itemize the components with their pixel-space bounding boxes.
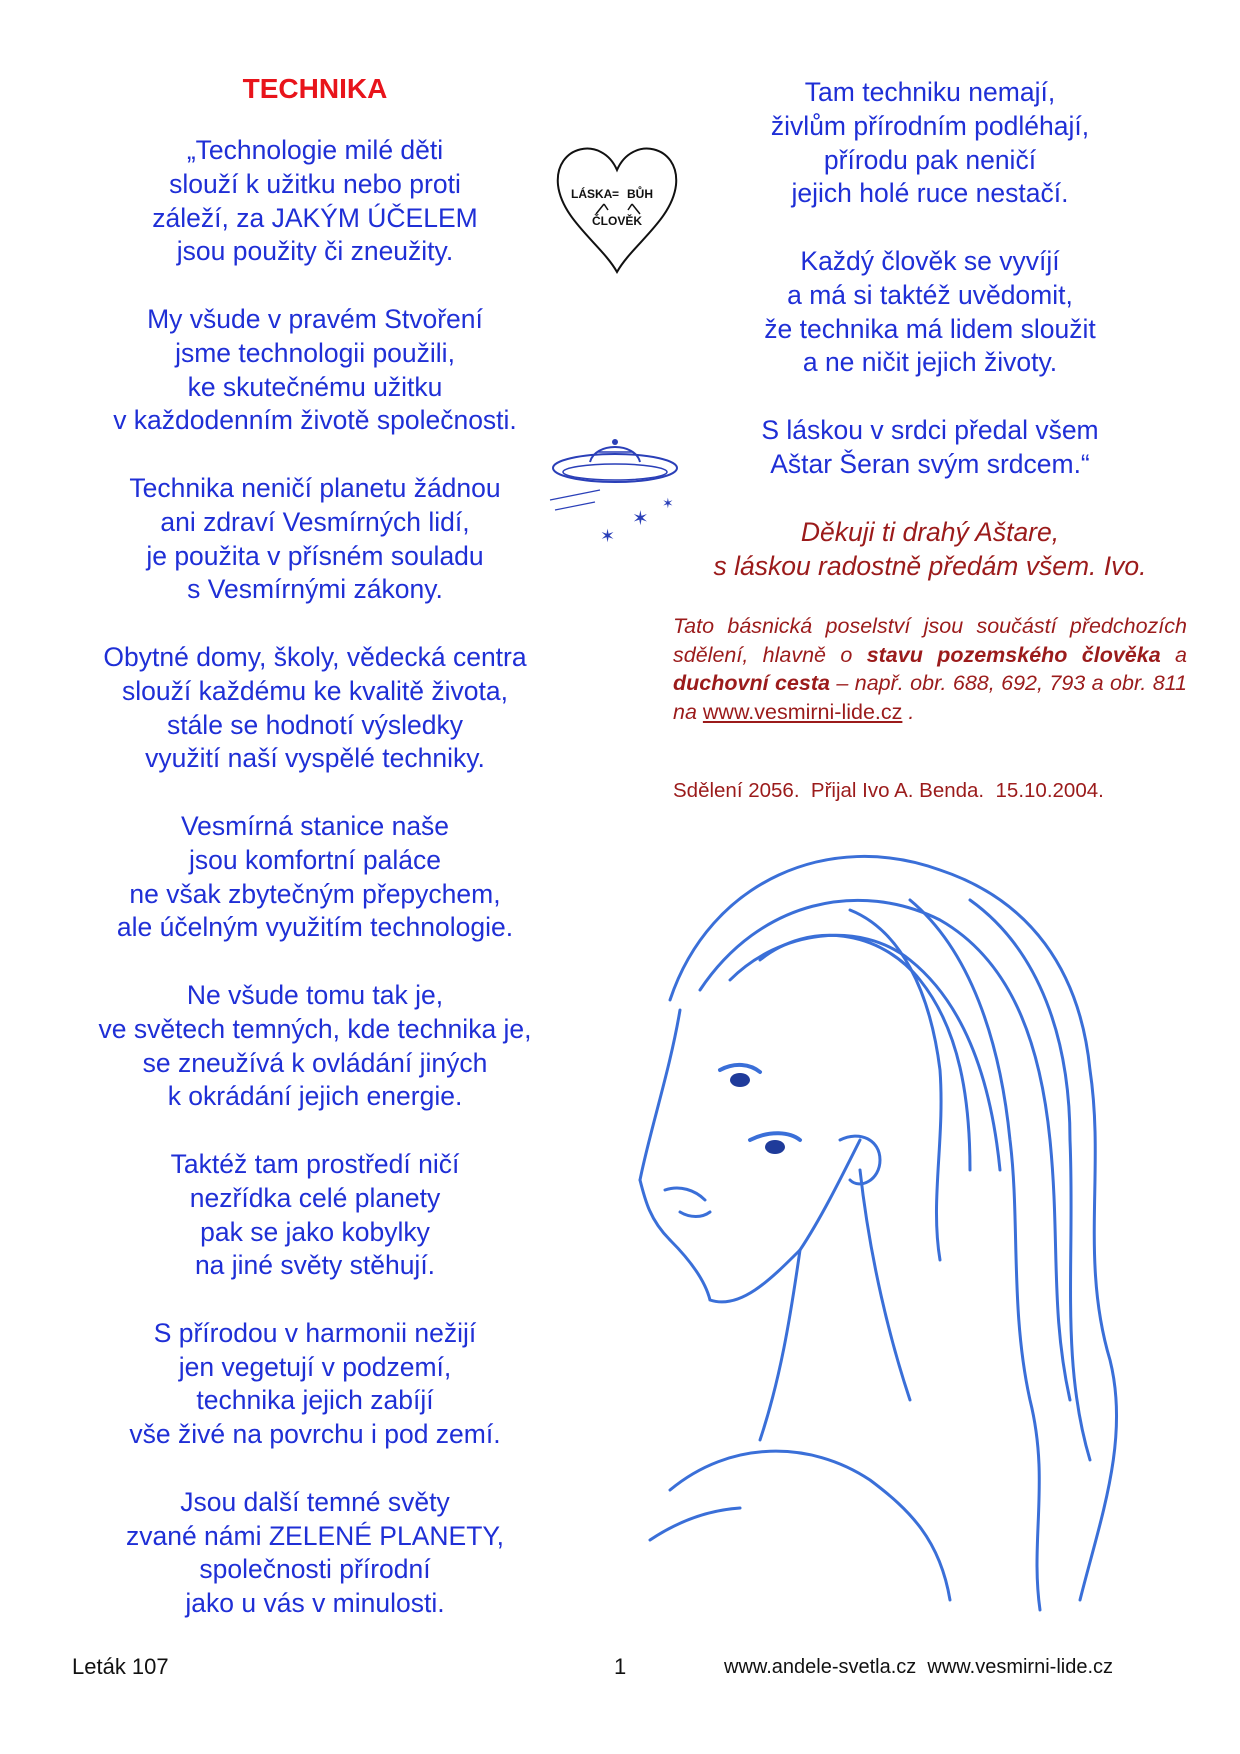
source-line: Sdělení 2056. Přijal Ivo A. Benda. 15.10.2004.	[673, 779, 1104, 802]
stanza	[60, 810, 570, 945]
verse-line: stále se hodnotí výsledky	[166, 709, 464, 740]
verse-line: Vesmírná stanice naše	[180, 810, 450, 841]
verse-line: Ne všude tomu tak je,	[186, 979, 444, 1010]
verse-line: jsou komfortní paláce	[189, 844, 441, 875]
verse-line: ve světech temných, kde technika je,	[98, 1013, 532, 1044]
note-bold: stavu pozemského člověka	[866, 642, 1161, 667]
verse-line: jen vegetují v podzemí,	[178, 1351, 452, 1382]
verse-line: a ne ničit jejich životy.	[802, 347, 1058, 378]
note-text: Tato básnická poselství jsou součástí předchozích sdělení, hlavně o	[673, 614, 1187, 667]
stanza	[60, 303, 570, 438]
stanza	[670, 76, 1190, 211]
thanks-text	[670, 515, 1190, 583]
stanza	[60, 472, 570, 607]
verse-line: na jiné světy stěhují.	[194, 1250, 436, 1281]
verse-line: k okrádání jejich energie.	[167, 1081, 463, 1112]
thanks-line: s láskou radostně předám všem. Ivo.	[713, 551, 1147, 582]
verse-line: ne však zbytečným přepychem,	[129, 878, 501, 909]
verse-line: slouží k užitku nebo proti	[169, 168, 461, 199]
verse-line: zvané námi ZELENÉ PLANETY,	[125, 1520, 505, 1551]
note-text: – např. obr. 688, 692, 793 a obr. 811 na	[673, 671, 1187, 724]
note-text: .	[902, 699, 915, 724]
verse-line: že technika má lidem sloužit	[764, 313, 1096, 344]
svg-text:✶: ✶	[632, 508, 649, 530]
svg-text:✶: ✶	[600, 526, 616, 546]
left-column	[60, 72, 570, 1655]
stanza	[670, 245, 1190, 380]
heart-label-eq: =	[612, 187, 620, 201]
verse-line: s Vesmírnými zákony.	[187, 574, 443, 605]
verse-line: přírodu pak neničí	[823, 144, 1037, 175]
verse-line: jejich holé ruce nestačí.	[791, 178, 1069, 209]
heart-label-left: LÁSKA	[571, 187, 613, 201]
stanza	[670, 414, 1190, 482]
note-bold: duchovní cesta	[673, 671, 830, 695]
verse-line: slouží každému ke kvalitě života,	[122, 675, 508, 706]
note-text: a	[1160, 642, 1187, 667]
verse-line: technika jejich zabíjí	[196, 1385, 434, 1416]
verse-line: Aštar Šeran svým srdcem.“	[770, 448, 1090, 479]
verse-line: Technika neničí planetu žádnou	[129, 472, 501, 503]
verse-line: Taktéž tam prostředí ničí	[170, 1148, 460, 1179]
verse-line: ani zdraví Vesmírných lidí,	[160, 506, 470, 537]
stanza	[60, 1486, 570, 1621]
note-link[interactable]: www.vesmirni-lide.cz	[702, 699, 903, 724]
portrait-sketch	[610, 840, 1150, 1620]
ufo-sketch	[540, 430, 690, 550]
verse-line: Každý člověk se vyvíjí	[800, 245, 1060, 276]
verse-line: jsou použity či zneužity.	[176, 236, 454, 267]
verse-line: živlům přírodním podléhají,	[770, 110, 1090, 141]
right-column	[670, 76, 1190, 583]
stanza	[60, 1317, 570, 1452]
page-title: TECHNIKA	[242, 73, 388, 104]
verse-line: My všude v pravém Stvoření	[147, 303, 483, 334]
note-paragraph	[673, 612, 1187, 726]
footer-page-number: 1	[614, 1654, 627, 1679]
stanza	[60, 134, 570, 269]
verse-line: jsme technologii použili,	[175, 337, 455, 368]
verse-line: Obytné domy, školy, vědecká centra	[103, 641, 527, 672]
verse-line: a má si taktéž uvědomit,	[787, 279, 1073, 310]
footer-leaflet: Leták 107	[72, 1654, 169, 1679]
verse-line: Jsou další temné světy	[180, 1486, 450, 1517]
thanks-line: Děkuji ti drahý Aštare,	[800, 517, 1060, 548]
verse-line: využití naší vyspělé techniky.	[145, 743, 485, 774]
svg-text:✶: ✶	[662, 495, 674, 511]
verse-line: Tam techniku nemají,	[804, 77, 1056, 107]
stanza	[60, 979, 570, 1114]
verse-line: S přírodou v harmonii nežijí	[153, 1317, 477, 1348]
verse-line: je použita v přísném souladu	[146, 540, 484, 571]
verse-line: v každodenním životě společnosti.	[113, 405, 517, 436]
heart-label-bottom: ČLOVĚK	[592, 214, 643, 228]
verse-line: ale účelným využitím technologie.	[116, 912, 514, 943]
footer-websites[interactable]: www.andele-svetla.cz www.vesmirni-lide.cz	[724, 1656, 1114, 1678]
verse-line: společnosti přírodní	[199, 1554, 431, 1585]
heart-label-right: BŮH	[627, 187, 653, 201]
heart-logo	[552, 140, 682, 280]
verse-line: „Technologie milé děti	[186, 135, 444, 165]
verse-line: vše živé na povrchu i pod zemí.	[129, 1419, 501, 1450]
verse-line: nezřídka celé planety	[189, 1182, 441, 1213]
right-poem	[670, 76, 1190, 482]
verse-line: záleží, za JAKÝM ÚČELEM	[152, 202, 478, 233]
verse-line: se zneužívá k ovládání jiných	[142, 1047, 488, 1078]
verse-line: ke skutečnému užitku	[187, 371, 443, 402]
stanza	[60, 1148, 570, 1283]
verse-line: jako u vás v minulosti.	[185, 1588, 445, 1619]
stanza	[60, 641, 570, 776]
left-poem	[60, 134, 570, 1621]
verse-line: pak se jako kobylky	[200, 1216, 430, 1247]
verse-line: S láskou v srdci předal všem	[761, 414, 1099, 445]
